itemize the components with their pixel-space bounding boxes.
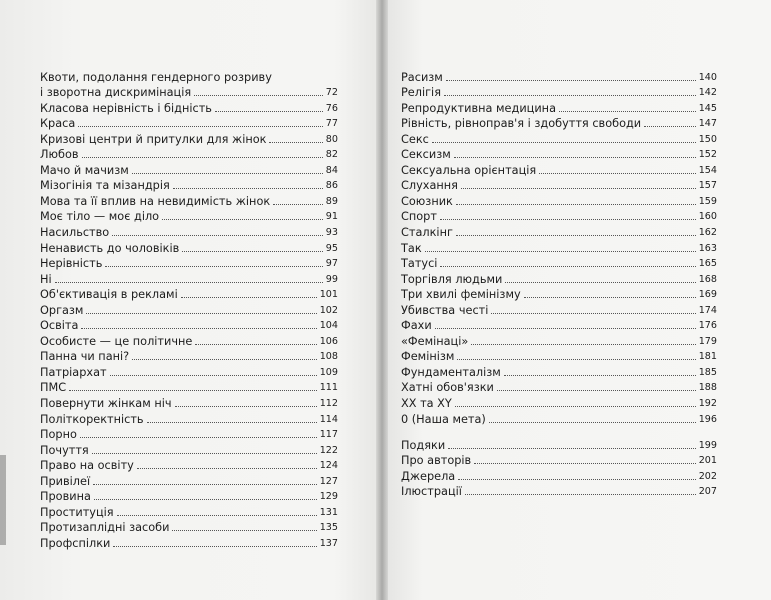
toc-entry-title: Фахи: [401, 319, 432, 333]
toc-entry: [401, 208, 717, 224]
toc-entry: [40, 286, 338, 302]
toc-entry: [401, 130, 717, 146]
toc-entry: [40, 115, 338, 131]
toc-page-number: 101: [319, 289, 338, 301]
toc-page-number: 97: [325, 258, 338, 270]
toc-entry-title: Почуття: [40, 443, 89, 457]
dot-leader: [172, 530, 316, 531]
toc-entry: [401, 192, 717, 208]
toc-page-number: 89: [325, 195, 338, 207]
toc-entry: [40, 161, 338, 177]
dot-leader: [113, 546, 316, 547]
dot-leader: [55, 282, 323, 283]
dot-leader: [456, 235, 696, 236]
toc-page-number: 147: [698, 118, 717, 130]
toc-page-number: 76: [325, 102, 338, 114]
toc-entry: [40, 332, 338, 348]
toc-entry: [401, 239, 717, 255]
dot-leader: [132, 173, 323, 174]
toc-entry: [40, 394, 338, 410]
dot-leader: [446, 80, 696, 81]
toc-entry: [40, 192, 338, 208]
toc-entry: [401, 146, 717, 162]
toc-entry: [401, 286, 717, 302]
toc-entry: [40, 270, 338, 286]
dot-leader: [112, 235, 323, 236]
toc-page-number: 86: [325, 180, 338, 192]
toc-entry-title: Торгівля людьми: [401, 272, 503, 286]
toc-entry: [40, 146, 338, 162]
toc-entry-title: «Фемінаці»: [401, 334, 469, 348]
toc-entry-title: Ні: [40, 272, 52, 286]
toc-entry-title: Насильство: [40, 226, 110, 240]
toc-page-number: 169: [698, 289, 717, 301]
toc-page-number: 129: [319, 491, 338, 503]
toc-entry-title: Слухання: [401, 179, 458, 193]
toc-entry-title: Мова та її вплив на невидимість жінок: [40, 194, 271, 208]
toc-entry-title: 0 (Наша мета): [401, 412, 486, 426]
toc-entry-title: Спорт: [401, 210, 437, 224]
toc-page-number: 174: [698, 304, 717, 316]
toc-page-number: 80: [325, 133, 338, 145]
toc-entry-title: Секс: [401, 132, 429, 146]
toc-page-number: 188: [698, 382, 717, 394]
toc-entry-title: Привілеї: [40, 474, 91, 488]
toc-entry: [401, 223, 717, 239]
toc-page-number: 124: [319, 460, 338, 472]
dot-leader: [162, 219, 323, 220]
toc-page-number: 127: [319, 475, 338, 487]
toc-page-number: 140: [698, 71, 717, 83]
toc-page-number: 159: [698, 195, 717, 207]
toc-page-number: 111: [319, 382, 338, 394]
toc-entry-title: Моє тіло — моє діло: [40, 210, 160, 224]
dot-leader: [524, 297, 696, 298]
toc-page-number: 145: [698, 102, 717, 114]
dot-leader: [78, 126, 323, 127]
toc-entry: [401, 270, 717, 286]
toc-entry: [40, 301, 338, 317]
dot-leader: [195, 344, 316, 345]
toc-entry-title: Репродуктивна медицина: [401, 101, 556, 115]
toc-entry-title: Рівність, рівноправ'я і здобуття свободи: [401, 117, 642, 131]
toc-page-number: 142: [698, 87, 717, 99]
page-edge-shadow: [0, 455, 6, 545]
toc-page-number: 99: [325, 273, 338, 285]
toc-page-number: 152: [698, 149, 717, 161]
dot-leader: [455, 406, 696, 407]
dot-leader: [440, 266, 695, 267]
dot-leader: [454, 157, 696, 158]
toc-page-number: 157: [698, 180, 717, 192]
toc-entry: [401, 177, 717, 193]
toc-entry: [401, 483, 717, 499]
toc-page-number: 91: [325, 211, 338, 223]
toc-entry: [40, 441, 338, 457]
toc-entry: [40, 503, 338, 519]
toc-entry-title: Класова нерівність і бідність: [40, 101, 212, 115]
toc-entry: [401, 452, 717, 468]
dot-leader: [182, 251, 323, 252]
toc-entry: [401, 317, 717, 333]
toc-entry: [401, 363, 717, 379]
toc-entry: [40, 177, 338, 193]
toc-entry-title: Квоти, подолання гендерного розриву: [40, 70, 272, 84]
toc-entry-title: Татусі: [401, 257, 438, 271]
toc-page-number: 84: [325, 164, 338, 176]
toc-entry: [401, 394, 717, 410]
toc-entry: [401, 379, 717, 395]
dot-leader: [559, 111, 696, 112]
toc-entry-title: Ілюстрації: [401, 485, 462, 499]
toc-entry-title: ПМС: [40, 381, 67, 395]
toc-back-matter-list: [401, 436, 717, 498]
toc-page-number: 82: [325, 149, 338, 161]
toc-entry: [40, 130, 338, 146]
toc-entry-title: Сталкінг: [401, 226, 453, 240]
toc-page-number: 185: [698, 366, 717, 378]
toc-page-number: 154: [698, 164, 717, 176]
dot-leader: [215, 111, 323, 112]
toc-page-number: 102: [319, 304, 338, 316]
toc-entry: [401, 332, 717, 348]
toc-entry: [401, 410, 717, 426]
toc-entry-title: Право на освіту: [40, 459, 134, 473]
toc-entry-title: Любов: [40, 148, 79, 162]
dot-leader: [425, 251, 696, 252]
toc-entry-title: Політкоректність: [40, 412, 144, 426]
dot-leader: [448, 448, 696, 449]
toc-entry: [40, 457, 338, 473]
dot-leader: [461, 188, 696, 189]
toc-page-number: 117: [319, 429, 338, 441]
toc-entry-title: Так: [401, 241, 422, 255]
toc-entry: [401, 99, 717, 115]
dot-leader: [175, 406, 317, 407]
toc-entry-title: Патріархат: [40, 365, 107, 379]
toc-page-number: 137: [319, 537, 338, 549]
dot-leader: [644, 126, 696, 127]
toc-entry: [40, 379, 338, 395]
dot-leader: [86, 313, 316, 314]
toc-page-number: 77: [325, 118, 338, 130]
toc-entry: [401, 68, 717, 84]
toc-entry: [40, 488, 338, 504]
toc-entry-title: Особисте — це політичне: [40, 334, 193, 348]
toc-entry: [40, 239, 338, 255]
toc-page-number: 192: [698, 398, 717, 410]
dot-leader: [435, 328, 696, 329]
toc-page-number: 95: [325, 242, 338, 254]
toc-page-number: 181: [698, 351, 717, 363]
toc-entry: [40, 348, 338, 364]
dot-leader: [94, 499, 317, 500]
toc-page-number: 104: [319, 320, 338, 332]
dot-leader: [117, 515, 317, 516]
toc-entry-title: Мачо й мачизм: [40, 163, 129, 177]
toc-entry: [40, 99, 338, 115]
toc-entry: [40, 410, 338, 426]
dot-leader: [444, 95, 696, 96]
dot-leader: [456, 204, 696, 205]
toc-entry-title: Порно: [40, 428, 77, 442]
dot-leader: [539, 173, 695, 174]
toc-left-list: [40, 68, 338, 550]
toc-entry-title: Проституція: [40, 505, 114, 519]
toc-page-number: 199: [698, 439, 717, 451]
toc-entry-title: Сексизм: [401, 148, 451, 162]
dot-leader: [69, 390, 317, 391]
toc-page-number: 162: [698, 227, 717, 239]
toc-page-number: 122: [319, 444, 338, 456]
toc-entry-title: Кризові центри й притулки для жінок: [40, 132, 267, 146]
toc-entry-title: Оргазм: [40, 303, 84, 317]
toc-page-number: 93: [325, 227, 338, 239]
toc-entry-title: Об'єктивація в рекламі: [40, 288, 178, 302]
toc-entry: [40, 255, 338, 271]
toc-entry: [40, 363, 338, 379]
toc-right-list: [401, 68, 717, 426]
toc-page-number: 207: [698, 486, 717, 498]
dot-leader: [82, 157, 323, 158]
toc-entry-title: Союзник: [401, 194, 453, 208]
toc-entry-title: Протизаплідні засоби: [40, 521, 170, 535]
dot-leader: [474, 463, 695, 464]
toc-entry-title: Сексуальна орієнтація: [401, 163, 537, 177]
toc-page-number: 109: [319, 366, 338, 378]
toc-entry: [401, 348, 717, 364]
toc-entry-line: [40, 68, 338, 84]
dot-leader: [110, 375, 317, 376]
dot-leader: [504, 375, 696, 376]
dot-leader: [105, 266, 322, 267]
toc-entry-title: Провина: [40, 490, 91, 504]
toc-entry: [40, 519, 338, 535]
toc-entry: [40, 84, 338, 100]
toc-page-number: 106: [319, 335, 338, 347]
toc-entry-title: Краса: [40, 117, 76, 131]
toc-page-number: 168: [698, 273, 717, 285]
toc-page-number: 108: [319, 351, 338, 363]
toc-entry: [40, 472, 338, 488]
toc-page-number: 135: [319, 522, 338, 534]
toc-page-number: 196: [698, 413, 717, 425]
toc-page-number: 176: [698, 320, 717, 332]
toc-page-number: 131: [319, 506, 338, 518]
toc-entry: [40, 426, 338, 442]
dot-leader: [80, 437, 317, 438]
dot-leader: [489, 422, 696, 423]
toc-entry-title: Подяки: [401, 438, 446, 452]
toc-entry: [401, 467, 717, 483]
toc-page-number: 179: [698, 335, 717, 347]
toc-entry: [401, 84, 717, 100]
dot-leader: [457, 359, 695, 360]
toc-entry: [401, 436, 717, 452]
toc-entry-title: Джерела: [401, 469, 456, 483]
toc-entry-title: Фемінізм: [401, 350, 455, 364]
toc-entry: [40, 317, 338, 333]
toc-entry-title: Хатні обов'язки: [401, 381, 494, 395]
toc-entry-title: Релігія: [401, 86, 441, 100]
toc-page-number: 163: [698, 242, 717, 254]
toc-entry-title: Ненависть до чоловіків: [40, 241, 180, 255]
dot-leader: [137, 468, 317, 469]
dot-leader: [432, 142, 696, 143]
toc-page-number: 112: [319, 398, 338, 410]
toc-page-number: 114: [319, 413, 338, 425]
dot-leader: [458, 479, 695, 480]
toc-entry: [40, 534, 338, 550]
toc-entry-title: Мізогінія та мізандрія: [40, 179, 170, 193]
dot-leader: [465, 494, 696, 495]
toc-page-number: 150: [698, 133, 717, 145]
dot-leader: [273, 204, 323, 205]
dot-leader: [471, 344, 695, 345]
dot-leader: [269, 142, 322, 143]
toc-page-number: 72: [325, 87, 338, 99]
toc-entry-title: Нерівність: [40, 257, 103, 271]
toc-entry: [401, 161, 717, 177]
toc-entry-title: Освіта: [40, 319, 79, 333]
dot-leader: [505, 282, 695, 283]
toc-entry: [401, 301, 717, 317]
book-gutter: [376, 0, 388, 600]
toc-entry-title: Повернути жінкам ніч: [40, 397, 172, 411]
dot-leader: [92, 453, 317, 454]
dot-leader: [497, 390, 696, 391]
toc-entry-title: XX та XY: [401, 397, 452, 411]
toc-entry-title: Фундаменталізм: [401, 365, 501, 379]
toc-entry-title: Три хвилі фемінізму: [401, 288, 521, 302]
toc-entry-title: і зворотна дискримінація: [40, 86, 192, 100]
toc-entry-title: Убивства честі: [401, 303, 489, 317]
dot-leader: [132, 359, 317, 360]
dot-leader: [93, 484, 317, 485]
dot-leader: [440, 219, 696, 220]
toc-entry-title: Расизм: [401, 70, 443, 84]
toc-entry-title: Про авторів: [401, 454, 472, 468]
toc-entry: [401, 115, 717, 131]
dot-leader: [491, 313, 695, 314]
toc-page-number: 202: [698, 470, 717, 482]
dot-leader: [147, 422, 317, 423]
toc-page-number: 160: [698, 211, 717, 223]
toc-entry-title: Профспілки: [40, 536, 111, 550]
toc-page-number: 165: [698, 258, 717, 270]
toc-entry: [40, 208, 338, 224]
toc-page-number: 201: [698, 455, 717, 467]
dot-leader: [181, 297, 317, 298]
toc-entry: [40, 223, 338, 239]
dot-leader: [173, 188, 323, 189]
dot-leader: [194, 95, 323, 96]
toc-entry-title: Панна чи пані?: [40, 350, 130, 364]
dot-leader: [81, 328, 316, 329]
toc-entry: [401, 255, 717, 271]
